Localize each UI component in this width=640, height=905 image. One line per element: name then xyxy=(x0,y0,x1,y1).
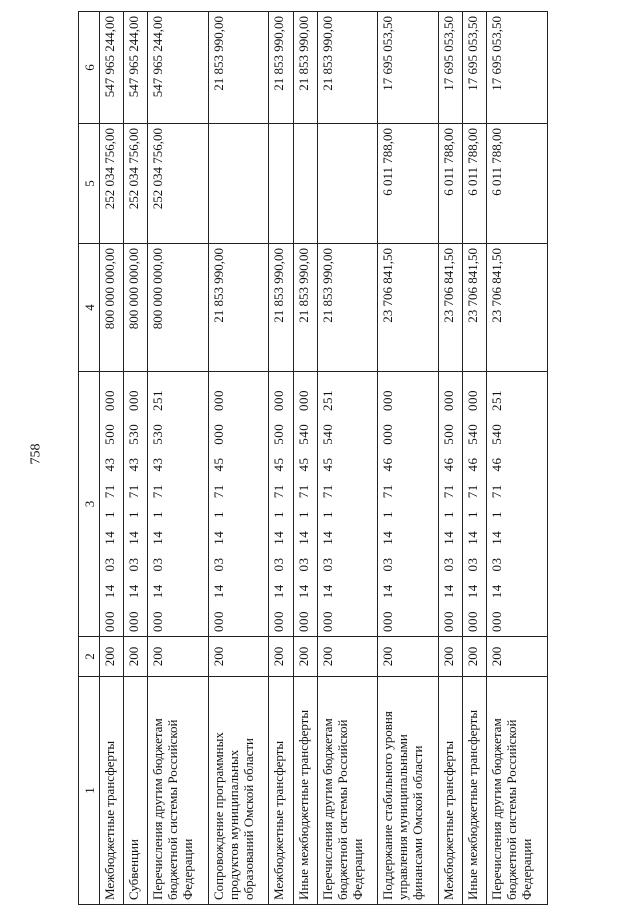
item-name: Межбюджетные трансферты xyxy=(269,677,293,905)
column-header: 4 xyxy=(79,244,100,372)
approved-amount: 800 000 000,00 xyxy=(124,244,148,372)
admin-code: 200 xyxy=(293,637,317,677)
budget-classification-code: 000 14 03 14 1 71 45 000 000 xyxy=(208,372,269,637)
admin-code: 200 xyxy=(438,637,462,677)
item-name: Межбюджетные трансферты xyxy=(438,677,462,905)
table-row xyxy=(378,12,439,905)
remaining-amount: 17 695 053,50 xyxy=(378,12,439,124)
remaining-amount: 21 853 990,00 xyxy=(269,12,293,124)
executed-amount xyxy=(317,124,378,244)
remaining-amount: 17 695 053,50 xyxy=(463,12,487,124)
remaining-amount: 21 853 990,00 xyxy=(293,12,317,124)
admin-code: 200 xyxy=(487,637,548,677)
item-name: Перечисления другим бюджетам бюджетной системы Российской Федерации xyxy=(148,677,209,905)
budget-table xyxy=(78,11,548,905)
page-number: 758 xyxy=(28,443,44,465)
column-header: 5 xyxy=(79,124,100,244)
executed-amount xyxy=(208,124,269,244)
remaining-amount: 547 965 244,00 xyxy=(100,12,124,124)
table-row xyxy=(293,12,317,905)
budget-classification-code: 000 14 03 14 1 71 45 500 000 xyxy=(269,372,293,637)
table-row xyxy=(100,12,124,905)
budget-classification-code: 000 14 03 14 1 71 43 530 000 xyxy=(124,372,148,637)
executed-amount: 6 011 788,00 xyxy=(378,124,439,244)
table-row xyxy=(124,12,148,905)
approved-amount: 21 853 990,00 xyxy=(293,244,317,372)
budget-classification-code: 000 14 03 14 1 71 45 540 000 xyxy=(293,372,317,637)
admin-code: 200 xyxy=(269,637,293,677)
approved-amount: 21 853 990,00 xyxy=(269,244,293,372)
remaining-amount: 17 695 053,50 xyxy=(438,12,462,124)
budget-classification-code: 000 14 03 14 1 71 43 500 000 xyxy=(100,372,124,637)
approved-amount: 23 706 841,50 xyxy=(463,244,487,372)
approved-amount: 800 000 000,00 xyxy=(148,244,209,372)
item-name: Перечисления другим бюджетам бюджетной системы Российской Федерации xyxy=(317,677,378,905)
executed-amount: 6 011 788,00 xyxy=(438,124,462,244)
approved-amount: 23 706 841,50 xyxy=(487,244,548,372)
table-row xyxy=(148,12,209,905)
admin-code: 200 xyxy=(208,637,269,677)
budget-classification-code: 000 14 03 14 1 71 46 500 000 xyxy=(438,372,462,637)
item-name: Сопровождение программных продуктов муниципальных образований Омской области xyxy=(208,677,269,905)
admin-code: 200 xyxy=(100,637,124,677)
table-row xyxy=(317,12,378,905)
column-header: 6 xyxy=(79,12,100,124)
executed-amount xyxy=(269,124,293,244)
table-row xyxy=(269,12,293,905)
column-header: 3 xyxy=(79,372,100,637)
table-row xyxy=(463,12,487,905)
approved-amount: 21 853 990,00 xyxy=(208,244,269,372)
executed-amount: 6 011 788,00 xyxy=(463,124,487,244)
approved-amount: 21 853 990,00 xyxy=(317,244,378,372)
executed-amount: 252 034 756,00 xyxy=(100,124,124,244)
admin-code: 200 xyxy=(148,637,209,677)
remaining-amount: 547 965 244,00 xyxy=(124,12,148,124)
column-header: 2 xyxy=(79,637,100,677)
item-name: Перечисления другим бюджетам бюджетной системы Российской Федерации xyxy=(487,677,548,905)
admin-code: 200 xyxy=(124,637,148,677)
admin-code: 200 xyxy=(463,637,487,677)
executed-amount: 6 011 788,00 xyxy=(487,124,548,244)
admin-code: 200 xyxy=(317,637,378,677)
table-row xyxy=(487,12,548,905)
budget-classification-code: 000 14 03 14 1 71 46 540 000 xyxy=(463,372,487,637)
budget-classification-code: 000 14 03 14 1 71 46 000 000 xyxy=(378,372,439,637)
rotated-page xyxy=(78,12,548,905)
item-name: Поддержание стабильного уровня управления муниципальными финансами Омской области xyxy=(378,677,439,905)
column-header: 1 xyxy=(79,677,100,905)
table-header-row xyxy=(79,12,100,905)
item-name: Межбюджетные трансферты xyxy=(100,677,124,905)
budget-classification-code: 000 14 03 14 1 71 43 530 251 xyxy=(148,372,209,637)
executed-amount: 252 034 756,00 xyxy=(124,124,148,244)
item-name: Субвенции xyxy=(124,677,148,905)
approved-amount: 800 000 000,00 xyxy=(100,244,124,372)
remaining-amount: 21 853 990,00 xyxy=(317,12,378,124)
executed-amount xyxy=(293,124,317,244)
approved-amount: 23 706 841,50 xyxy=(438,244,462,372)
remaining-amount: 547 965 244,00 xyxy=(148,12,209,124)
admin-code: 200 xyxy=(378,637,439,677)
approved-amount: 23 706 841,50 xyxy=(378,244,439,372)
executed-amount: 252 034 756,00 xyxy=(148,124,209,244)
table-row xyxy=(438,12,462,905)
remaining-amount: 17 695 053,50 xyxy=(487,12,548,124)
remaining-amount: 21 853 990,00 xyxy=(208,12,269,124)
item-name: Иные межбюджетные трансферты xyxy=(293,677,317,905)
item-name: Иные межбюджетные трансферты xyxy=(463,677,487,905)
budget-classification-code: 000 14 03 14 1 71 46 540 251 xyxy=(487,372,548,637)
budget-classification-code: 000 14 03 14 1 71 45 540 251 xyxy=(317,372,378,637)
table-row xyxy=(208,12,269,905)
